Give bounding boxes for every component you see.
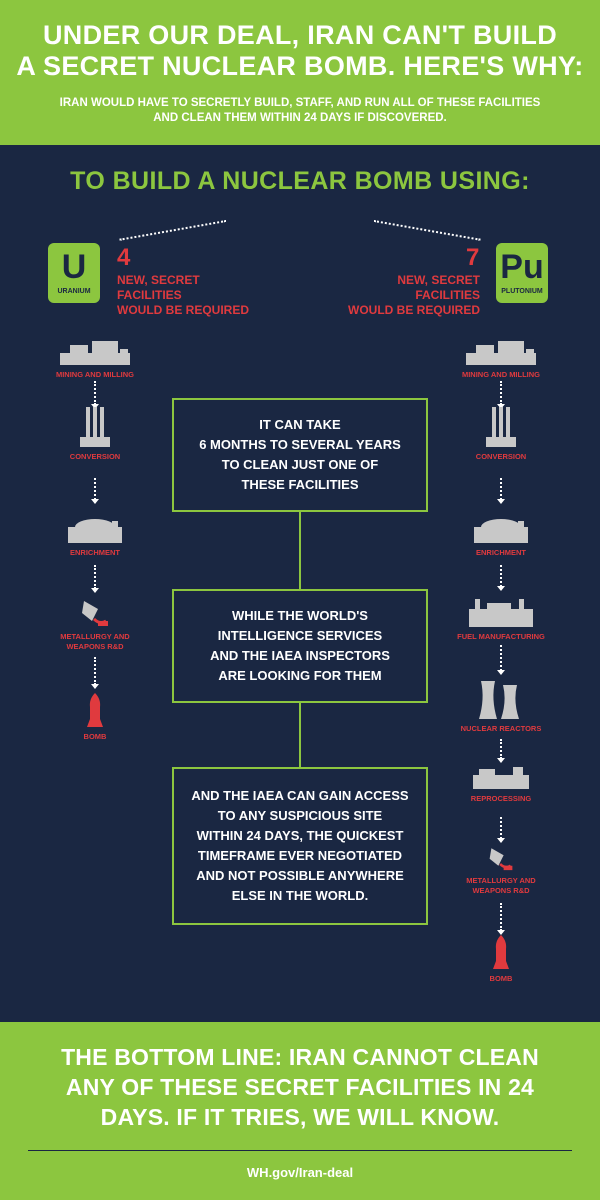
uranium-count: 4 (117, 244, 131, 271)
uranium-req-line-2: WOULD BE REQUIRED (117, 303, 249, 317)
uranium-step-bomb (40, 695, 150, 742)
plutonium-count: 7 (466, 244, 480, 271)
plutonium-arrow-4 (500, 645, 502, 671)
bottom-line-1: THE BOTTOM LINE: IRAN CANNOT CLEAN (61, 1044, 539, 1070)
enrichment-plant-icon (68, 517, 122, 543)
plutonium-requirement (330, 273, 480, 318)
plutonium-arrow-7 (500, 903, 502, 931)
uranium-arrow-4 (94, 657, 96, 685)
fuel-factory-icon (469, 595, 533, 627)
plutonium-step-mining (446, 333, 556, 380)
plutonium-req-line-2: WOULD BE REQUIRED (348, 303, 480, 317)
step-label: REPROCESSING (470, 794, 532, 803)
page-title (0, 0, 600, 82)
plutonium-step-conversion (446, 415, 556, 462)
page-subtitle (0, 96, 600, 126)
plutonium-step-reactor (446, 679, 556, 734)
plutonium-arrow-1 (500, 381, 502, 405)
step-label-line-1: METALLURGY AND (466, 876, 536, 885)
bomb-icon (87, 693, 103, 727)
plutonium-step-enrichment (446, 511, 556, 558)
step-label: BOMB (83, 732, 107, 741)
uranium-req-line-1: NEW, SECRET FACILITIES (117, 273, 200, 302)
uranium-element-tile (48, 243, 100, 303)
box-line: IT CAN TAKE (259, 417, 341, 432)
title-line-2: A SECRET NUCLEAR BOMB. HERE'S WHY: (16, 51, 584, 81)
step-label (446, 876, 556, 896)
plutonium-arrow-2 (500, 478, 502, 500)
box-line: AND THE IAEA INSPECTORS (210, 648, 390, 663)
box-line: TO CLEAN JUST ONE OF (221, 457, 379, 472)
metallurgy-crucible-icon (486, 843, 516, 871)
uranium-step-mining (40, 333, 150, 380)
step-label: ENRICHMENT (476, 548, 526, 557)
mining-facility-icon (60, 339, 130, 365)
plutonium-step-bomb (446, 937, 556, 984)
box-line: INTELLIGENCE SERVICES (217, 628, 383, 643)
step-label: FUEL MANUFACTURING (457, 632, 545, 641)
box-line: AND NOT POSSIBLE ANYWHERE (196, 868, 404, 883)
step-label (40, 632, 150, 652)
subtitle-line-1: IRAN WOULD HAVE TO SECRETLY BUILD, STAFF, AND RUN ALL OF THESE FACILITIES (59, 97, 541, 109)
uranium-step-metallurgy (40, 595, 150, 652)
step-label-line-1: METALLURGY AND (60, 632, 130, 641)
plutonium-arrow-5 (500, 739, 502, 759)
connector-line-2 (299, 703, 301, 767)
uranium-step-enrichment (40, 511, 150, 558)
plutonium-arrow-3 (500, 565, 502, 587)
info-box-iaea-access (172, 767, 428, 925)
metallurgy-crucible-icon (80, 595, 110, 627)
uranium-requirement (117, 273, 267, 318)
conversion-plant-icon (78, 407, 112, 447)
step-label-line-2: WEAPONS R&D (472, 886, 530, 895)
reprocessing-plant-icon (473, 767, 529, 789)
bottom-line-3: DAYS. IF IT TRIES, WE WILL KNOW. (100, 1104, 500, 1130)
build-title: TO BUILD A NUCLEAR BOMB USING: (70, 167, 530, 195)
box-line: AND THE IAEA CAN GAIN ACCESS (191, 788, 409, 803)
uranium-name: URANIUM (57, 288, 91, 295)
plutonium-arrow-6 (500, 817, 502, 839)
plutonium-arrowhead-3 (497, 586, 505, 591)
main-panel (0, 145, 600, 1022)
plutonium-symbol: Pu (500, 248, 544, 286)
box-line: THESE FACILITIES (241, 477, 359, 492)
plutonium-element-tile (496, 243, 548, 303)
box-line: WHILE THE WORLD'S (232, 608, 368, 623)
conversion-plant-icon (484, 407, 518, 447)
uranium-arrow-3 (94, 565, 96, 589)
bomb-icon (493, 935, 509, 969)
step-label: CONVERSION (475, 452, 527, 461)
uranium-arrowhead-3 (91, 588, 99, 593)
step-label: NUCLEAR REACTORS (460, 724, 542, 733)
uranium-symbol: U (61, 248, 87, 286)
plutonium-step-reprocessing (446, 763, 556, 804)
title-line-1: UNDER OUR DEAL, IRAN CAN'T BUILD (42, 20, 557, 50)
bottom-line-text (0, 1022, 600, 1132)
info-box-intelligence (172, 589, 428, 703)
footer-divider (28, 1150, 572, 1151)
uranium-arrowhead-2 (91, 499, 99, 504)
dotted-connector-right (374, 220, 481, 241)
box-line: TIMEFRAME EVER NEGOTIATED (197, 848, 403, 863)
subtitle-line-2: AND CLEAN THEM WITHIN 24 DAYS IF DISCOVERED. (153, 112, 447, 124)
box-line: ARE LOOKING FOR THEM (218, 668, 382, 683)
bottom-line-2: ANY OF THESE SECRET FACILITIES IN 24 (65, 1074, 535, 1100)
step-label: BOMB (489, 974, 513, 983)
plutonium-req-line-1: NEW, SECRET FACILITIES (397, 273, 480, 302)
plutonium-step-metallurgy (446, 837, 556, 896)
connector-line-1 (299, 512, 301, 589)
box-line: TO ANY SUSPICIOUS SITE (217, 808, 383, 823)
uranium-arrowhead-4 (91, 684, 99, 689)
box-line: ELSE IN THE WORLD. (231, 888, 369, 903)
mining-facility-icon (466, 339, 536, 365)
header-banner (0, 0, 600, 145)
info-box-cleanup-time (172, 398, 428, 512)
step-label-line-2: WEAPONS R&D (66, 642, 124, 651)
plutonium-arrowhead-2 (497, 499, 505, 504)
plutonium-step-fuel (446, 595, 556, 642)
source-link[interactable]: WH.gov/Iran-deal (246, 1165, 354, 1180)
plutonium-name: PLUTONIUM (501, 288, 543, 295)
plutonium-arrowhead-4 (497, 670, 505, 675)
uranium-step-conversion (40, 415, 150, 462)
uranium-arrow-1 (94, 381, 96, 405)
box-line: 6 MONTHS TO SEVERAL YEARS (199, 437, 401, 452)
cooling-tower-icon (479, 681, 523, 719)
uranium-arrow-2 (94, 478, 96, 500)
footer-banner (0, 1022, 600, 1200)
box-line: WITHIN 24 DAYS, THE QUICKEST (196, 828, 404, 843)
step-label: MINING AND MILLING (55, 370, 135, 379)
enrichment-plant-icon (474, 517, 528, 543)
step-label: CONVERSION (69, 452, 121, 461)
dotted-connector-left (119, 220, 226, 241)
step-label: MINING AND MILLING (461, 370, 541, 379)
step-label: ENRICHMENT (70, 548, 120, 557)
